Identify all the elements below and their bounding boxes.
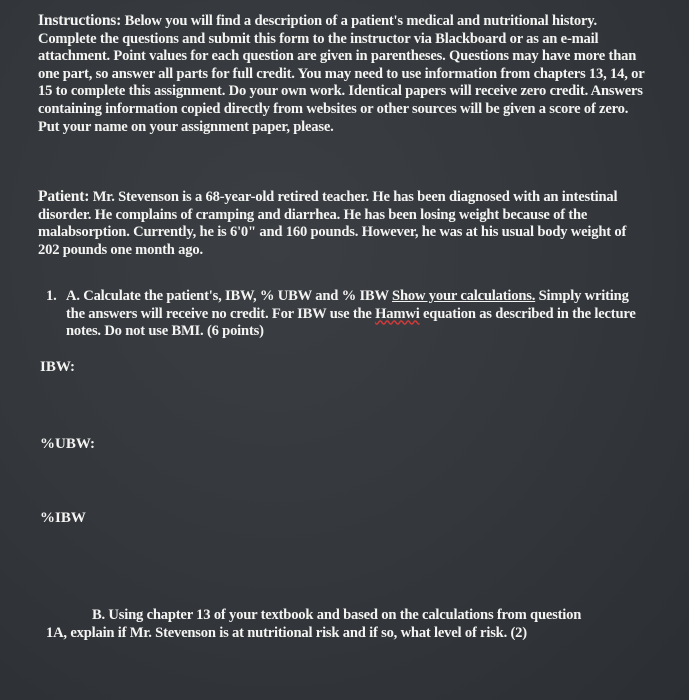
hamwi-term: Hamwi [375, 305, 420, 322]
instructions-paragraph [38, 12, 649, 136]
ibw-answer-label: IBW: [40, 359, 76, 375]
instructions-text: Below you will find a description of a patient's medical and nutritional history. Complete the questions and submit this form to the instructor via Blackboard or as an e-mail attachment. Point values for each question are given in parentheses. Questions may have more than one part, so answer all parts for full credit. You may need to use information from chapters 13, 14, or 15 to complete this assignment. Do your own work. [38, 13, 645, 100]
question-1-number: 1. [46, 288, 57, 304]
instructions-label: Instructions: [38, 12, 122, 29]
instructions-warning-text: Identical papers will receive zero credit. Answers containing information copied directly from websites or other sources will be given a score of zero. Put your name on your assignment paper, please. [38, 83, 643, 135]
patient-label: Patient: [38, 188, 90, 205]
patient-paragraph [38, 188, 649, 259]
ubw-answer-label: %UBW: [40, 436, 96, 452]
question-1a-equation-note: equation as described in the lecture notes. Do not use BMI. [66, 305, 636, 340]
question-1a-note: Simply writing the answers will receive no credit. [66, 288, 629, 322]
patient-description: Mr. Stevenson is a 68-year-old retired teacher. He has been diagnosed with an intestinal disorder. He complains of cramping and diarrhea. He has been losing weight because of the malabsorption. Currently, he is 6'0" and 160 pounds. However, he was at his usual body weight of 202 pounds one month ago. [38, 189, 627, 258]
percent-ibw-answer-label: %IBW [40, 510, 86, 526]
question-1b-line-2-text: 1A, explain if Mr. Stevenson is at nutritional risk and if so, what level of risk. [46, 624, 508, 641]
patient-block [38, 188, 649, 259]
show-calculations-text: Show your calculations. [392, 288, 536, 304]
question-1 [46, 288, 639, 341]
question-1-text [66, 288, 639, 341]
question-1b-points: (2) [510, 624, 527, 641]
question-1a-points: (6 points) [206, 323, 264, 340]
question-1a-ibw-note: For IBW use the [271, 305, 372, 322]
question-1b-line-1: B. Using chapter 13 of your textbook and based on the calculations from question [92, 607, 582, 623]
question-1b-line-2 [46, 625, 639, 643]
instructions-block [38, 12, 649, 136]
question-1b [46, 607, 639, 642]
question-1a-prompt: A. Calculate the patient's, IBW, % UBW and % IBW [66, 288, 389, 304]
